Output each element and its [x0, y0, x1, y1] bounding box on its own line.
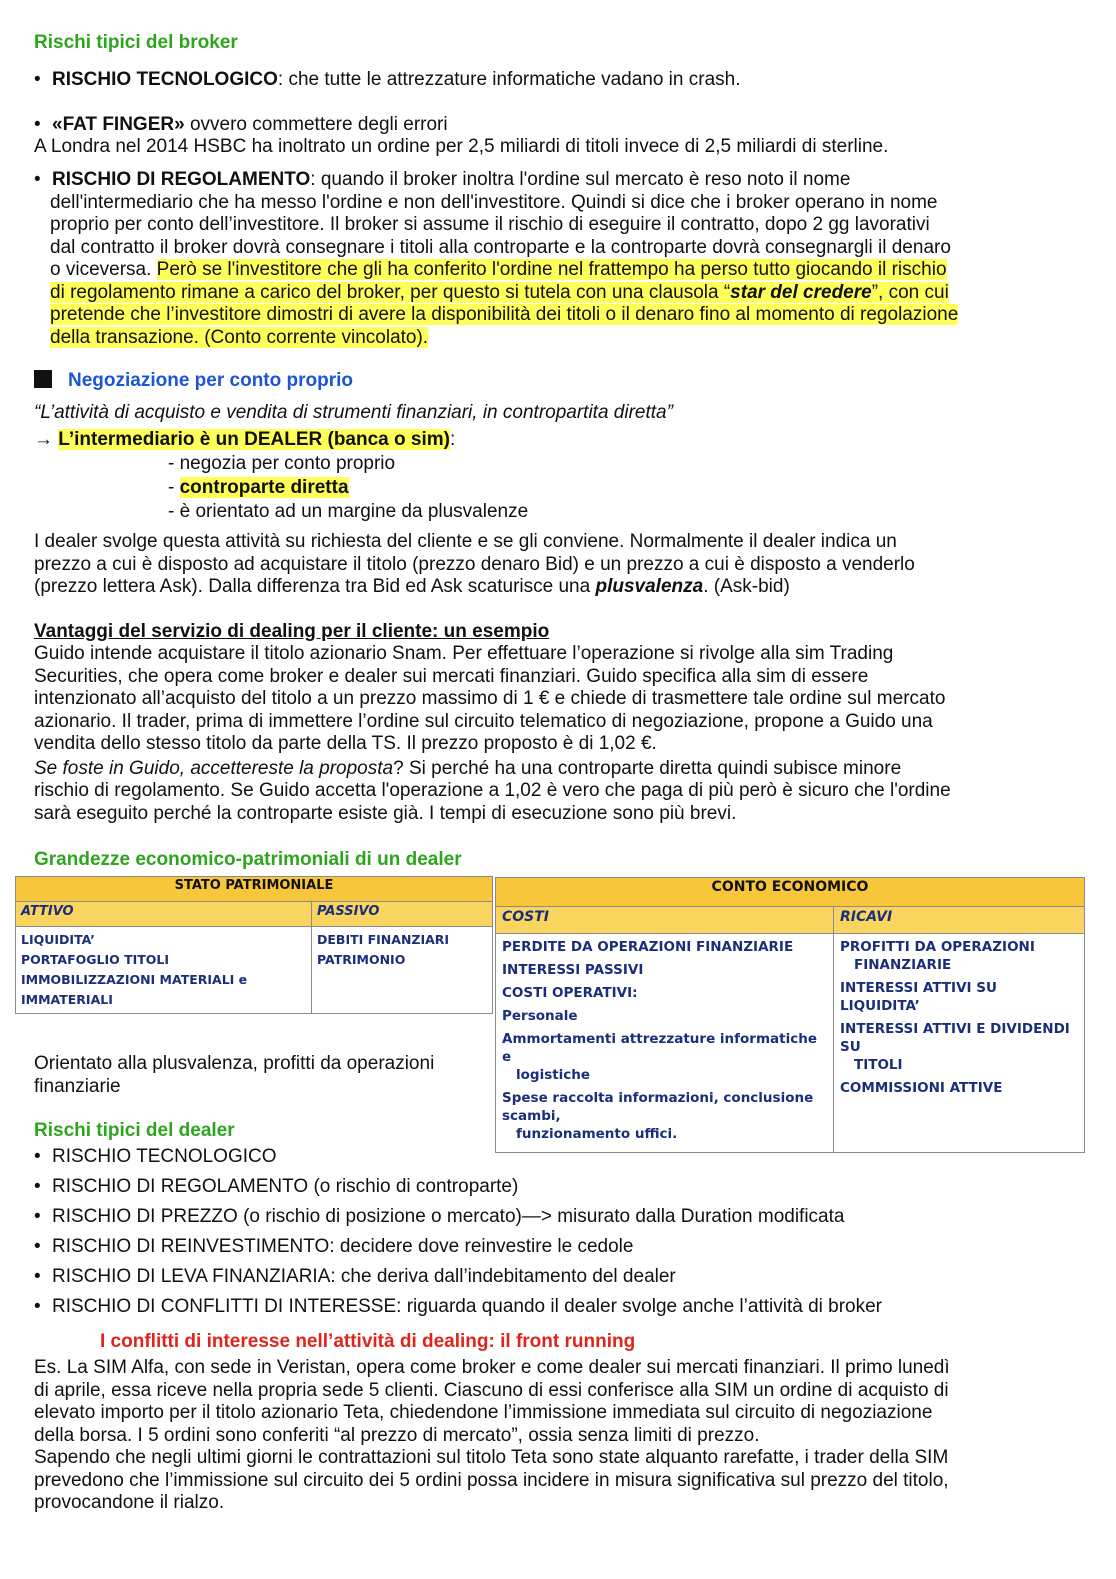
conflicts-text: Es. La SIM Alfa, con sede in Veristan, opera come broker e come dealer sui mercati finanziari. Il primo lunedì di aprile, essa riceve nella propria sede 5 clienti. Ciascuno di essi conferisce alla SIM un ordine di acquisto di elevato importo per il titolo azionario Teta, chiedendone l’immissione immediata sul circuito di negoziazione della borsa. I 5 ordini sono conferiti “al prezzo di mercato”, ossia senza limiti di prezzo. Sapendo che negli ultimi giorni le contrattazioni sul titolo Teta sono state alquanto rarefatte, i trader della SIM prevedono che l’immissione sul circuito dei 5 ordini possa incidere in misura significativa sul prezzo del titolo, provocandone il rialzo. — [34, 1357, 950, 1513]
table-title: CONTO ECONOMICO — [496, 878, 1085, 907]
list-item: • RISCHIO DI LEVA FINANZIARIA: che deriva dall’indebitamento del dealer — [34, 1266, 676, 1287]
bullet: • — [34, 69, 41, 90]
column-header: ATTIVO — [16, 902, 312, 927]
dealer-orientation-note: Orientato alla plusvalenza, profitti da operazioni finanziarie — [34, 1053, 435, 1097]
passivo-cell: DEBITI FINANZIARI PATRIMONIO — [312, 927, 493, 1014]
table-title: STATO PATRIMONIALE — [16, 877, 493, 902]
broker-risk-tech: • RISCHIO TECNOLOGICO: che tutte le attrezzature informatiche vadano in crash. — [34, 69, 741, 90]
dealing-heading-row — [34, 370, 353, 392]
broker-risk-regolamento: • RISCHIO DI REGOLAMENTO: quando il broker inoltra l'ordine sul mercato è reso noto il nome dell'intermediario che ha messo l'ordine e non dell'investitore. Quindi si dice che i broker operano in nome proprio per conto dell’investitore. Il broker si assume il rischio di eseguire il contratto, dopo 2 gg lavorativi dal contratto il broker dovrà consegnare i titoli alla controparte e la controparte dovrà consegnargli il denaro o viceversa. Però se l'investitore che gli ha conferito l'ordine nel frattempo ha perso tutto giocando il rischio di regolamento rimane a carico del broker, per questo si tutela con una clausola “star del credere”, con cui pretende che l’investitore dimostri di avere la disponibilità dei titoli o il denaro fino al momento di regolazione della transazione. (Conto corrente vincolato). — [34, 169, 959, 348]
highlighted-text: Però se l'investitore che gli ha conferito l'ordine nel frattempo ha perso tutto giocando il rischio — [156, 259, 947, 280]
list-item: • RISCHIO DI REGOLAMENTO (o rischio di controparte) — [34, 1176, 519, 1197]
broker-risk-fat-finger: • «FAT FINGER» ovvero commettere degli errori — [34, 114, 448, 135]
dealer-risks-list — [34, 1146, 882, 1326]
list-item: - controparte diretta — [168, 477, 349, 498]
list-item: - negozia per conto proprio — [168, 453, 396, 474]
fat-finger-example: A Londra nel 2014 HSBC ha inoltrato un ordine per 2,5 miliardi di titoli invece di 2,5 miliardi di sterline. — [34, 136, 889, 157]
example-heading: Vantaggi del servizio di dealing per il cliente: un esempio — [34, 621, 550, 642]
dealing-paragraph: I dealer svolge questa attività su richiesta del cliente e se gli conviene. Normalmente il dealer indica un prezzo a cui è disposto ad acquistare il titolo (prezzo denaro Bid) e un prezzo a cui è disposto a venderlo (prezzo lettera Ask). Dalla differenza tra Bid ed Ask scaturisce una plusvalenza. (Ask-bid) — [34, 531, 915, 597]
dealer-definition: → L’intermediario è un DEALER (banca o sim): — [34, 429, 456, 450]
costi-cell: PERDITE DA OPERAZIONI FINANZIARIE INTERESSI PASSIVI COSTI OPERATIVI: Personale Ammortamenti attrezzature informatiche e logistiche Spese raccolta informazioni, conclusione scambi, funzionamento uffici. — [496, 934, 834, 1153]
list-item: • RISCHIO DI PREZZO (o rischio di posizione o mercato)—> misurato dalla Duration modificata — [34, 1206, 845, 1227]
quantities-heading: Grandezze economico-patrimoniali di un dealer — [34, 849, 462, 870]
ricavi-cell: PROFITTI DA OPERAZIONI FINANZIARIE INTERESSI ATTIVI SU LIQUIDITA’ INTERESSI ATTIVI E DIVIDENDI SU TITOLI COMMISSIONI ATTIVE — [834, 934, 1085, 1153]
list-item: - è orientato ad un margine da plusvalenze — [168, 501, 529, 522]
broker-risks-heading: Rischi tipici del broker — [34, 32, 238, 53]
example-text: Guido intende acquistare il titolo azionario Snam. Per effettuare l’operazione si rivolge alla sim Trading Securities, che opera come broker e dealer sui mercati finanziari. Guido specifica alla sim di essere intenzionato all’acquisto del titolo a un prezzo massimo di 1 € e chiede di trasmettere tale ordine sul mercato azionario. Il trader, prima di immettere l’ordine sul circuito telematico di negoziazione, propone a Guido una vendita dello stesso titolo da parte della TS. Il prezzo proposto è di 1,02 €. Se foste in Guido, accettereste la proposta? Si perché ha una controparte diretta quindi subisce minore rischio di regolamento. Se Guido accetta l'operazione a 1,02 è vero che paga di più però è sicuro che l'ordine sarà eseguito perché la controparte esiste già. I tempi di esecuzione sono più brevi. — [34, 643, 951, 824]
list-item: • RISCHIO DI CONFLITTI DI INTERESSE: riguarda quando il dealer svolge anche l’attività di broker — [34, 1296, 882, 1317]
square-bullet-icon — [34, 370, 52, 388]
list-item: • RISCHIO TECNOLOGICO — [34, 1146, 277, 1167]
dealer-risks-heading: Rischi tipici del dealer — [34, 1120, 235, 1141]
conflicts-heading: I conflitti di interesse nell’attività di dealing: il front running — [100, 1331, 636, 1352]
conto-economico-table — [495, 877, 1085, 1153]
bullet: • — [34, 114, 41, 135]
list-item: • RISCHIO DI REINVESTIMENTO: decidere dove reinvestire le cedole — [34, 1236, 634, 1257]
stato-patrimoniale-table — [15, 876, 493, 1014]
dealer-characteristics — [168, 452, 528, 524]
dealing-quote: “L’attività di acquisto e vendita di strumenti finanziari, in contropartita diretta” — [34, 402, 673, 423]
attivo-cell: LIQUIDITA’ PORTAFOGLIO TITOLI IMMOBILIZZAZIONI MATERIALI e IMMATERIALI — [16, 927, 312, 1014]
column-header: RICAVI — [834, 907, 1085, 934]
bullet: • — [34, 169, 41, 190]
column-header: COSTI — [496, 907, 834, 934]
dealing-heading: Negoziazione per conto proprio — [68, 370, 354, 391]
column-header: PASSIVO — [312, 902, 493, 927]
